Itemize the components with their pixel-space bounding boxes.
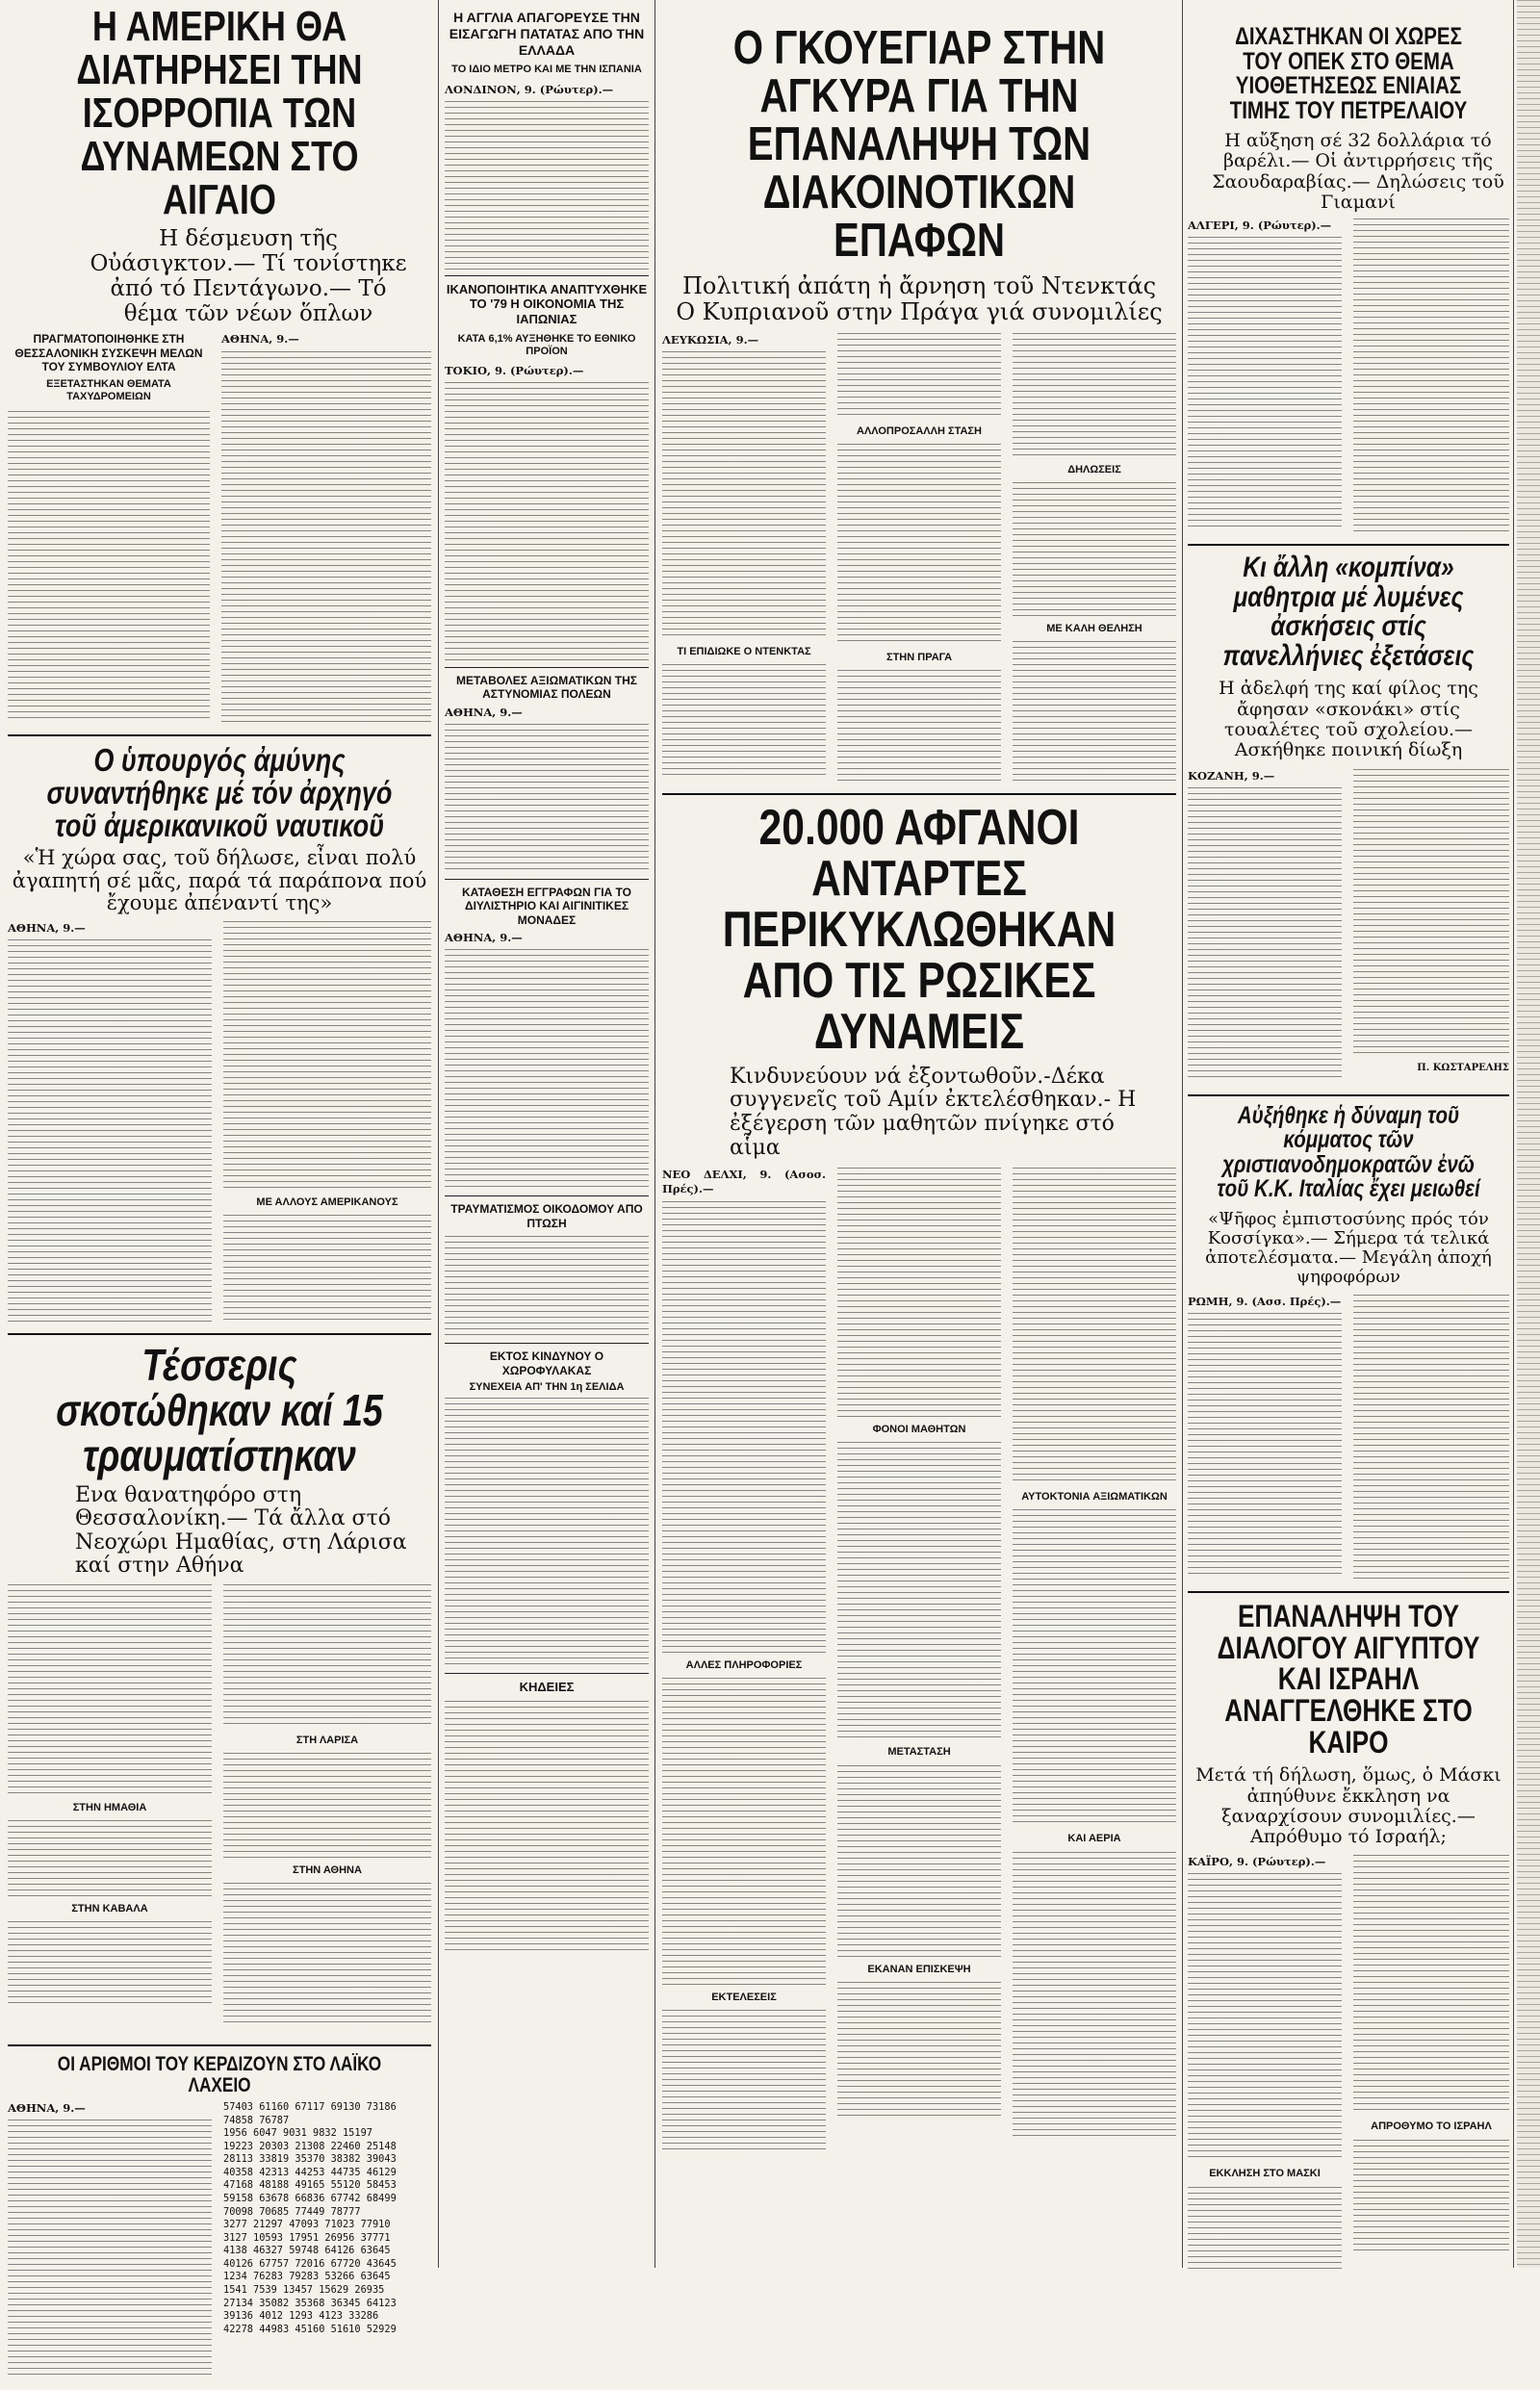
headline: Τέσσερις σκοτώθηκαν καί 15 τραυματίστηκαν: [56, 1339, 383, 1480]
dateline: ΑΘΗΝΑ, 9.—: [8, 920, 86, 935]
headline: ΤΡΑΥΜΑΤΙΣΜΟΣ ΟΙΚΟΔΟΜΟΥ ΑΠΟ ΠΤΩΣΗ: [450, 1202, 643, 1230]
subheadline: Κινδυνεύουν νά ἐξοντωθοῦν.-Δέκα συγγενεῖς τοῦ Αμίν ἐκτελέσθηκαν.- Η ἐξέγερση τῶν μαθητῶν πνίγηκε στό αἷμα: [730, 1064, 1137, 1160]
side-sublabel: ΕΞΕΤΑΣΤΗΚΑΝ ΘΕΜΑΤΑ ΤΑΧΥΔΡΟΜΕΙΩΝ: [46, 377, 171, 402]
text-block: [662, 1201, 826, 1654]
subheadline: «Ψῆφος ἐμπιστοσύνης πρός τόν Κοσσίγκα».— Σήμερα τά τελικά ἀποτελέσματα.— Μεγάλη ἀποχή ψηφοφόρων: [1205, 1208, 1492, 1287]
number-row: 1956 6047 9031 9832 15197: [223, 2127, 372, 2140]
text-block: [1013, 333, 1176, 458]
subheadline: ΤΟ ΙΔΙΟ ΜΕΤΡΟ ΚΑΙ ΜΕ ΤΗΝ ΙΣΠΑΝΙΑ: [451, 64, 642, 76]
section-label: ΣΤΗ ΛΑΡΙΣΑ: [295, 1735, 359, 1747]
text-block: [1013, 641, 1176, 785]
headline: ΕΚΤΟΣ ΚΙΝΔΥΝΟΥ Ο ΧΩΡΟΦΥΛΑΚΑΣ: [489, 1349, 604, 1377]
article-gkouegiar: [662, 22, 1176, 785]
headline: Κι ἄλλη «κομπίνα» μαθητρια μέ λυμένες ἀσκήσεις στίς πανελλήνιες ἐξετάσεις: [1222, 552, 1475, 672]
text-block: [662, 664, 826, 780]
number-row: 59158 63678 66836 67742 68499: [223, 2192, 397, 2204]
dateline: ΑΘΗΝΑ, 9.—: [8, 2100, 86, 2115]
text-block: [1013, 1852, 1176, 2141]
text-block: [445, 1398, 649, 1667]
byline: Π. ΚΩΣΤΑΡΕΛΗΣ: [1417, 1062, 1509, 1073]
subheadline: Ενα θανατηφόρο στη Θεσσαλονίκη.— Τά ἄλλα στό Νεοχώρι Ημαθίας, στη Λάρισα καί στην Αθήνα: [75, 1482, 407, 1579]
article-ypourgos: [8, 744, 431, 1325]
headline: ΜΕΤΑΒΟΛΕΣ ΑΞΙΩΜΑΤΙΚΩΝ ΤΗΣ ΑΣΤΥΝΟΜΙΑΣ ΠΟΛΕΩΝ: [455, 674, 638, 702]
text-block: [1188, 2187, 1342, 2274]
article-aigyptos: [1188, 1601, 1509, 2278]
text-block: [445, 724, 649, 873]
article-katathesi: [445, 886, 649, 1190]
article-kideies: [445, 1680, 649, 1951]
text-block: [8, 1584, 212, 1796]
article-tesseris: [8, 1339, 431, 2037]
text-block: [445, 101, 649, 270]
section-label: ΤΙ ΕΠΙΔΙΩΚΕ Ο ΝΤΕΝΚΤΑΣ: [677, 645, 811, 657]
text-block: [1013, 1509, 1176, 1827]
text-block: [662, 351, 826, 640]
number-row: 42278 44983 45160 51610 52929: [223, 2323, 397, 2335]
text-block: [1353, 1295, 1509, 1579]
text-block: [445, 1236, 649, 1337]
text-block: [662, 2010, 826, 2154]
text-block: [837, 1442, 1001, 1740]
text-block: [8, 1820, 212, 1897]
section-label: ΑΛΛΟΠΡΟΣΑΛΛΗ ΣΤΑΣΗ: [857, 424, 982, 437]
headline: ΚΗΔΕΙΕΣ: [519, 1680, 575, 1695]
dateline: ΑΛΓΕΡΙ, 9. (Ρώυτερ).—: [1188, 218, 1332, 233]
subheadline: Μετά τή δήλωση, ὅμως, ὁ Μάσκι ἀπηύθυνε ἔκκληση να ξαναρχίσουν συνομιλίες.— Απρόθυμο τό Ισραήλ;: [1195, 1764, 1502, 1848]
article-metavoles: [445, 674, 649, 873]
subheadline: ΚΑΤΑ 6,1% ΑΥΞΗΘΗΚΕ ΤΟ ΕΘΝΙΚΟ ΠΡΟΪΟΝ: [457, 332, 636, 357]
article-afganoi: [662, 799, 1176, 2160]
article-ektos: [445, 1349, 649, 1667]
number-row: 3127 10593 17951 26956 37771: [223, 2231, 391, 2244]
section-label: ΑΛΛΕΣ ΠΛΗΡΟΦΟΡΙΕΣ: [685, 1658, 803, 1671]
subheadline: Η αὔξηση σέ 32 δολλάρια τό βαρέλι.— Οἱ ἀντιρρήσεις τῆς Σαουδαραβίας.— Δηλώσεις τοῦ Γιαμανί: [1212, 130, 1504, 213]
text-block: [223, 921, 431, 1191]
text-block: [1353, 769, 1509, 1058]
text-block: [445, 949, 649, 1190]
text-block: [445, 382, 649, 661]
section-label: ΔΗΛΩΣΕΙΣ: [1067, 463, 1121, 475]
article-iaponia: [445, 282, 649, 661]
text-block: [8, 1921, 212, 2008]
headline: ΟΙ ΑΡΙΘΜΟΙ ΤΟΥ ΚΕΡΔΙΖΟΥΝ ΣΤΟ ΛΑΪΚΟ ΛΑΧΕΙΟ: [57, 2053, 382, 2096]
article-anglia: [445, 10, 649, 270]
section-label: ΑΠΡΟΘΥΜΟ ΤΟ ΙΣΡΑΗΛ: [1371, 2120, 1492, 2133]
article-italia: [1188, 1101, 1509, 1584]
side-label: ΠΡΑΓΜΑΤΟΠΟΙΗΘΗΚΕ ΣΤΗ ΘΕΣΣΑΛΟΝΙΚΗ ΣΥΣΚΕΨΗ ΜΕΛΩΝ ΤΟΥ ΣΥΜΒΟΥΛΙΟΥ ΕΛΤΑ: [14, 332, 203, 374]
text-block: [8, 939, 212, 1324]
text-block: [1188, 1313, 1342, 1578]
text-block: [837, 333, 1001, 420]
number-row: 57403 61160 67117 69130 73186: [223, 2100, 397, 2113]
text-block: [8, 2120, 212, 2379]
number-row: 1541 7539 13457 15629 26935: [223, 2284, 385, 2297]
headline: Η ΑΜΕΡΙΚΗ ΘΑ ΔΙΑΤΗΡΗΣΕΙ ΤΗΝ ΙΣΟΡΡΟΠΙΑ ΤΩΝ ΔΥΝΑΜΕΩΝ ΣΤΟ ΑΙΓΑΙΟ: [76, 3, 363, 223]
text-block: [662, 1678, 826, 1986]
number-row: 47168 48188 49165 55120 58453: [223, 2179, 397, 2192]
article-xores: [1188, 25, 1509, 536]
subheadline: Πολιτική ἀπάτη ἡ ἄρνηση τοῦ Ντενκτάς: [681, 271, 1157, 299]
lottery-numbers: [223, 2101, 431, 2336]
text-block: [837, 444, 1001, 646]
text-block: [837, 670, 1001, 785]
column-right: [1188, 0, 1509, 2278]
number-row: 3277 21297 47093 71023 77910: [223, 2219, 391, 2231]
quote: «Ἡ χώρα σας, τοῦ δήλωσε, εἶναι πολύ ἀγαπητή σέ μᾶς, παρά τά παράπονα πού ἔχουμε ἀπέναντί της»: [12, 846, 427, 915]
article-amerika: [8, 3, 431, 727]
headline: Ο ΓΚΟΥΕΓΙΑΡ ΣΤΗΝ ΑΓΚΥΡΑ ΓΙΑ ΤΗΝ ΕΠΑΝΑΛΗΨΗ ΤΩΝ ΔΙΑΚΟΙΝΟΤΙΚΩΝ ΕΠΑΦΩΝ: [732, 22, 1106, 267]
text-block: [1353, 2140, 1509, 2255]
section-label: ΚΑΙ ΑΕΡΙΑ: [1067, 1833, 1121, 1845]
number-row: 39136 4012 1293 4123 33286: [223, 2310, 379, 2323]
dateline: ΛΟΝΔΙΝΟΝ, 9. (Ρώυτερ).—: [445, 82, 614, 96]
number-row: 4138 46327 59748 64126 63645: [223, 2245, 391, 2257]
headline: Η ΑΓΓΛΙΑ ΑΠΑΓΟΡΕΥΣΕ ΤΗΝ ΕΙΣΑΓΩΓΗ ΠΑΤΑΤΑΣ ΑΠΟ ΤΗΝ ΕΛΛΑΔΑ: [449, 10, 645, 58]
dateline: ΝΕΟ ΔΕΛΧΙ, 9. (Ασοσ. Πρές).—: [662, 1168, 826, 1196]
text-block: [8, 411, 210, 719]
headline: ΚΑΤΑΘΕΣΗ ΕΓΓΡΑΦΩΝ ΓΙΑ ΤΟ ΔΙΥΛΙΣΤΗΡΙΟ ΚΑΙ ΑΙΓΙΝΙΤΙΚΕΣ ΜΟΝΑΔΕΣ: [461, 886, 631, 927]
section-label: ΑΥΤΟΚΤΟΝΙΑ ΑΞΙΩΜΑΤΙΚΩΝ: [1021, 1491, 1168, 1503]
dateline: ΚΑΪΡΟ, 9. (Ρώυτερ).—: [1188, 1855, 1326, 1869]
dateline: ΚΟΖΑΝΗ, 9.—: [1188, 768, 1275, 783]
section-label: ΣΤΗΝ ΑΘΗΝΑ: [293, 1864, 362, 1877]
text-block: [1353, 218, 1509, 531]
text-block: [221, 351, 431, 722]
text-block: [1013, 482, 1176, 617]
text-block: [837, 1982, 1001, 2117]
section-label: ΣΤΗΝ ΗΜΑΘΙΑ: [72, 1802, 147, 1814]
headline: ΕΠΑΝΑΛΗΨΗ ΤΟΥ ΔΙΑΛΟΓΟΥ ΑΙΓΥΠΤΟΥ ΚΑΙ ΙΣΡΑΗΛ ΑΝΑΓΓΕΛΘΗΚΕ ΣΤΟ ΚΑΙΡΟ: [1217, 1599, 1480, 1760]
dateline: ΛΕΥΚΩΣΙΑ, 9.—: [662, 332, 759, 347]
article-kompina: [1188, 553, 1509, 1086]
section-label: ΜΕ ΚΑΛΗ ΘΕΛΗΣΗ: [1046, 622, 1142, 634]
column-rule: [438, 0, 439, 2268]
text-block: [223, 1753, 431, 1859]
article-travmatismos: [445, 1202, 649, 1337]
subheadline-2: Ο Κυπριανοῦ στην Πράγα γιά συνομιλίες: [676, 297, 1163, 325]
article-lottery: [8, 2054, 431, 2390]
section-label: ΣΤΗΝ ΚΑΒΑΛΑ: [71, 1903, 148, 1915]
headline: ΙΚΑΝΟΠΟΙΗΤΙΚΑ ΑΝΑΠΤΥΧΘΗΚΕ ΤΟ '79 Η ΟΙΚΟΝΟΜΙΑ ΤΗΣ ΙΑΠΩΝΙΑΣ: [446, 281, 648, 326]
dateline: ΑΘΗΝΑ, 9.—: [221, 332, 299, 347]
column-rule: [1513, 0, 1514, 2268]
section-label: ΜΕ ΑΛΛΟΥΣ ΑΜΕΡΙΚΑΝΟΥΣ: [256, 1195, 398, 1208]
number-row: 19223 20303 21308 22460 25148: [223, 2140, 397, 2152]
subheadline: Η δέσμευση τῆς Οὐάσιγκτον.— Τί τονίστηκε ἀπό τό Πεντάγωνο.— Τό θέμα τῶν νέων ὅπλων: [90, 226, 407, 326]
number-row: 1234 76283 79283 53266 63645: [223, 2271, 391, 2283]
text-block: [1353, 1855, 1509, 2115]
column-rule: [654, 0, 655, 2268]
dateline: ΑΘΗΝΑ, 9.—: [445, 931, 523, 945]
headline: ΔΙΧΑΣΤΗΚΑΝ ΟΙ ΧΩΡΕΣ ΤΟΥ ΟΠΕΚ ΣΤΟ ΘΕΜΑ ΥΙΟΘΕΤΗΣΕΩΣ ΕΝΙΑΙΑΣ ΤΙΜΗΣ ΤΟΥ ΠΕΤΡΕΛΑΙΟΥ: [1229, 23, 1468, 124]
number-row: 74858 76787: [223, 2114, 290, 2126]
column-left: [8, 0, 431, 2390]
section-label: ΕΚΤΕΛΕΣΕΙΣ: [711, 1991, 777, 2003]
section-label: ΣΤΗΝ ΠΡΑΓΑ: [886, 651, 953, 663]
text-block: [1188, 237, 1342, 530]
text-block: [1188, 787, 1342, 1081]
text-block: [445, 1701, 649, 1951]
text-block: [1188, 1873, 1342, 2162]
dateline: ΤΟΚΙΟ, 9. (Ρώυτερ).—: [445, 363, 584, 377]
headline: Ο ὑπουργός ἀμύνης συναντήθηκε μέ τόν ἀρχηγό τοῦ ἀμερικανικοῦ ναυτικοῦ: [46, 742, 393, 843]
section-label: ΕΚΚΛΗΣΗ ΣΤΟ ΜΑΣΚΙ: [1209, 2168, 1321, 2180]
subheadline: ΣΥΝΕΧΕΙΑ ΑΠ' ΤΗΝ 1η ΣΕΛΙΔΑ: [469, 1380, 625, 1393]
dateline: ΡΩΜΗ, 9. (Ασσ. Πρές).—: [1188, 1295, 1342, 1309]
number-row: 70098 70685 77449 78777: [223, 2205, 361, 2218]
number-row: 28113 33819 35370 38382 39043: [223, 2153, 397, 2166]
number-row: 40126 67757 72016 67720 43645: [223, 2257, 397, 2270]
text-block: [1013, 1168, 1176, 1485]
number-row: 40358 42313 44253 44735 46129: [223, 2166, 397, 2178]
text-block: [223, 1215, 431, 1321]
adjacent-page-edge: [1517, 0, 1540, 2268]
subheadline: Η ἀδελφή της καί φίλος της ἄφησαν «σκονάκι» στίς τουαλέτες τοῦ σχολείου.— Ασκήθηκε ποινική δίωξη: [1219, 678, 1478, 761]
column-narrow: [445, 0, 649, 1951]
column-center: [662, 0, 1176, 2159]
headline: 20.000 ΑΦΓΑΝΟΙ ΑΝΤΑΡΤΕΣ ΠΕΡΙΚΥΚΛΩΘΗΚΑΝ ΑΠΟ ΤΙΣ ΡΩΣΙΚΕΣ ΔΥΝΑΜΕΙΣ: [722, 799, 1116, 1060]
text-block: [837, 1765, 1001, 1958]
text-block: [837, 1168, 1001, 1418]
headline: Αὐξήθηκε ἡ δύναμη τοῦ κόμματος τῶν χριστιανοδημοκρατῶν ἐνῶ τοῦ Κ.Κ. Ιταλίας ἔχει μειωθεί: [1217, 1101, 1480, 1202]
section-label: ΕΚΑΝΑΝ ΕΠΙΣΚΕΨΗ: [867, 1963, 971, 1975]
column-rule: [1182, 0, 1183, 2268]
text-block: [223, 1883, 431, 2027]
text-block: [223, 1584, 431, 1729]
section-label: ΜΕΤΑΣΤΑΣΗ: [887, 1746, 951, 1759]
number-row: 27134 35082 35368 36345 64123: [223, 2297, 397, 2309]
dateline: ΑΘΗΝΑ, 9.—: [445, 705, 523, 719]
section-label: ΦΟΝΟΙ ΜΑΘΗΤΩΝ: [872, 1424, 966, 1436]
